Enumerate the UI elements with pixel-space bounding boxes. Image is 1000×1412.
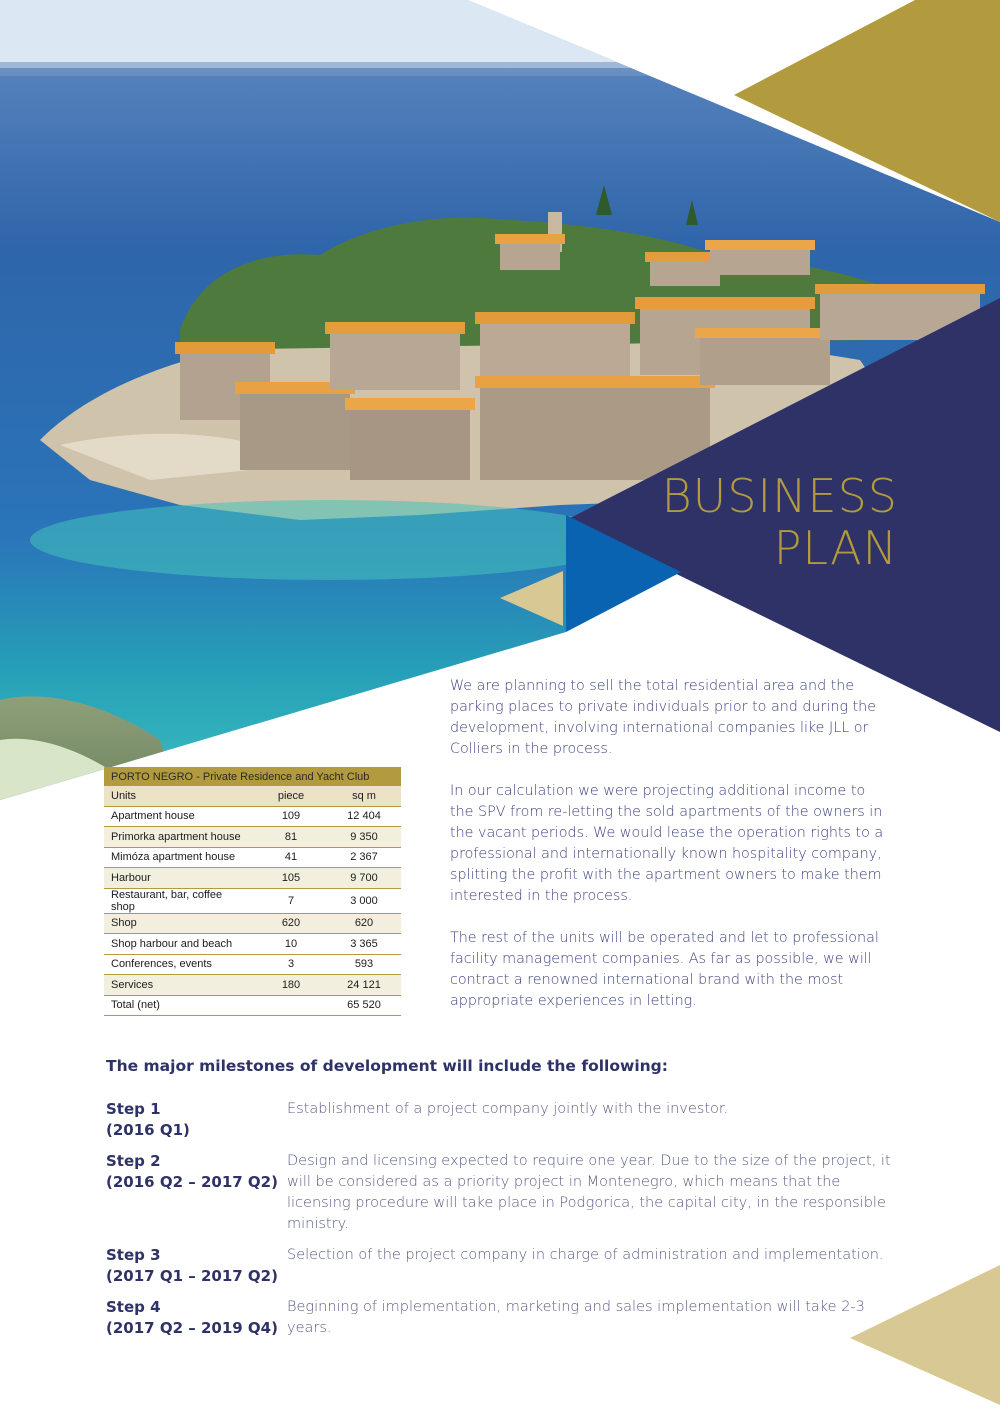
intro-paragraph: We are planning to sell the total residential area and the parking places to private individuals prior to and during the development, involving international companies like JLL or Colliers in the process. <box>450 678 877 757</box>
column-header: sq m <box>327 786 401 806</box>
table-cell: Mimóza apartment house <box>104 847 255 868</box>
table-cell: 9 350 <box>327 827 401 848</box>
step-description: Beginning of implementation, marketing and sales implementation will take 2-3 years. <box>287 1299 865 1336</box>
table-cell: Services <box>104 975 255 996</box>
step-number: Step 2 <box>106 1152 161 1170</box>
table-cell: 2 367 <box>327 847 401 868</box>
table-row <box>104 827 401 848</box>
step-period: (2017 Q2 – 2019 Q4) <box>106 1319 278 1337</box>
table-cell: 9 700 <box>327 868 401 889</box>
table-cell: 180 <box>255 975 327 996</box>
table-row <box>104 913 401 934</box>
step-label <box>106 1245 278 1287</box>
table-cell: Primorka apartment house <box>104 827 255 848</box>
table-cell: Shop harbour and beach <box>104 934 255 955</box>
table-cell: 41 <box>255 847 327 868</box>
table-row <box>104 868 401 889</box>
step-description: Selection of the project company in charge of administration and implementation. <box>287 1247 884 1263</box>
table-total-row <box>104 995 401 1016</box>
table-cell: 3 000 <box>327 888 401 913</box>
step-number: Step 3 <box>106 1246 161 1264</box>
step-description: Establishment of a project company jointly with the investor. <box>287 1101 729 1117</box>
table-row <box>104 806 401 827</box>
intro-paragraph: The rest of the units will be operated and let to professional facility management companies. As far as possible, we will contract a renowned international brand with the most appropriate experiences in letting. <box>450 930 879 1009</box>
table-row <box>104 888 401 913</box>
step-period: (2017 Q1 – 2017 Q2) <box>106 1267 278 1285</box>
table-cell: 24 121 <box>327 975 401 996</box>
milestones-heading: The major milestones of development will include the following: <box>106 1057 668 1075</box>
step-label <box>106 1099 190 1141</box>
table-cell: Apartment house <box>104 806 255 827</box>
table-cell: Total (net) <box>104 995 255 1016</box>
page-title-line1: BUSINESS <box>661 469 898 523</box>
table-cell: 81 <box>255 827 327 848</box>
table-caption-row <box>104 767 401 786</box>
intro-paragraph: In our calculation we were projecting additional income to the SPV from re-letting the sold apartments of the owners in the vacant periods. We would lease the operation rights to a professional and internationally known hospitality company, splitting the profit with the apartment owners to make them interested in the process. <box>450 783 884 904</box>
table-row <box>104 847 401 868</box>
table-cell: 10 <box>255 934 327 955</box>
table-cell: 65 520 <box>327 995 401 1016</box>
table-row <box>104 975 401 996</box>
table-cell: Harbour <box>104 868 255 889</box>
table-cell: Conferences, events <box>104 954 255 975</box>
table-row <box>104 934 401 955</box>
table-cell: Restaurant, bar, coffee shop <box>104 888 255 913</box>
page-title <box>662 470 898 574</box>
table-cell: 620 <box>255 913 327 934</box>
step-label <box>106 1297 278 1339</box>
step-number: Step 1 <box>106 1100 161 1118</box>
column-header: Units <box>104 786 255 806</box>
table-cell: Shop <box>104 913 255 934</box>
table-header-row <box>104 786 401 806</box>
step-label <box>106 1151 278 1193</box>
step-period: (2016 Q2 – 2017 Q2) <box>106 1173 278 1191</box>
table-cell: 7 <box>255 888 327 913</box>
table-cell: 109 <box>255 806 327 827</box>
units-table <box>104 767 401 1016</box>
table-cell: 3 365 <box>327 934 401 955</box>
step-number: Step 4 <box>106 1298 161 1316</box>
table-cell: 3 <box>255 954 327 975</box>
column-header: piece <box>255 786 327 806</box>
intro-text <box>450 676 890 1033</box>
table-cell: 12 404 <box>327 806 401 827</box>
table-cell <box>255 995 327 1016</box>
step-period: (2016 Q1) <box>106 1121 190 1139</box>
step-description: Design and licensing expected to require one year. Due to the size of the project, it will be considered as a priority project in Montenegro, which means that the licensing procedure will take place in Podgorica, the capital city, in the responsible ministry. <box>287 1153 891 1232</box>
table-cell: 620 <box>327 913 401 934</box>
page-title-line2: PLAN <box>773 521 898 575</box>
table-caption: PORTO NEGRO - Private Residence and Yacht Club <box>104 767 401 786</box>
table-row <box>104 954 401 975</box>
table-cell: 593 <box>327 954 401 975</box>
table-cell: 105 <box>255 868 327 889</box>
